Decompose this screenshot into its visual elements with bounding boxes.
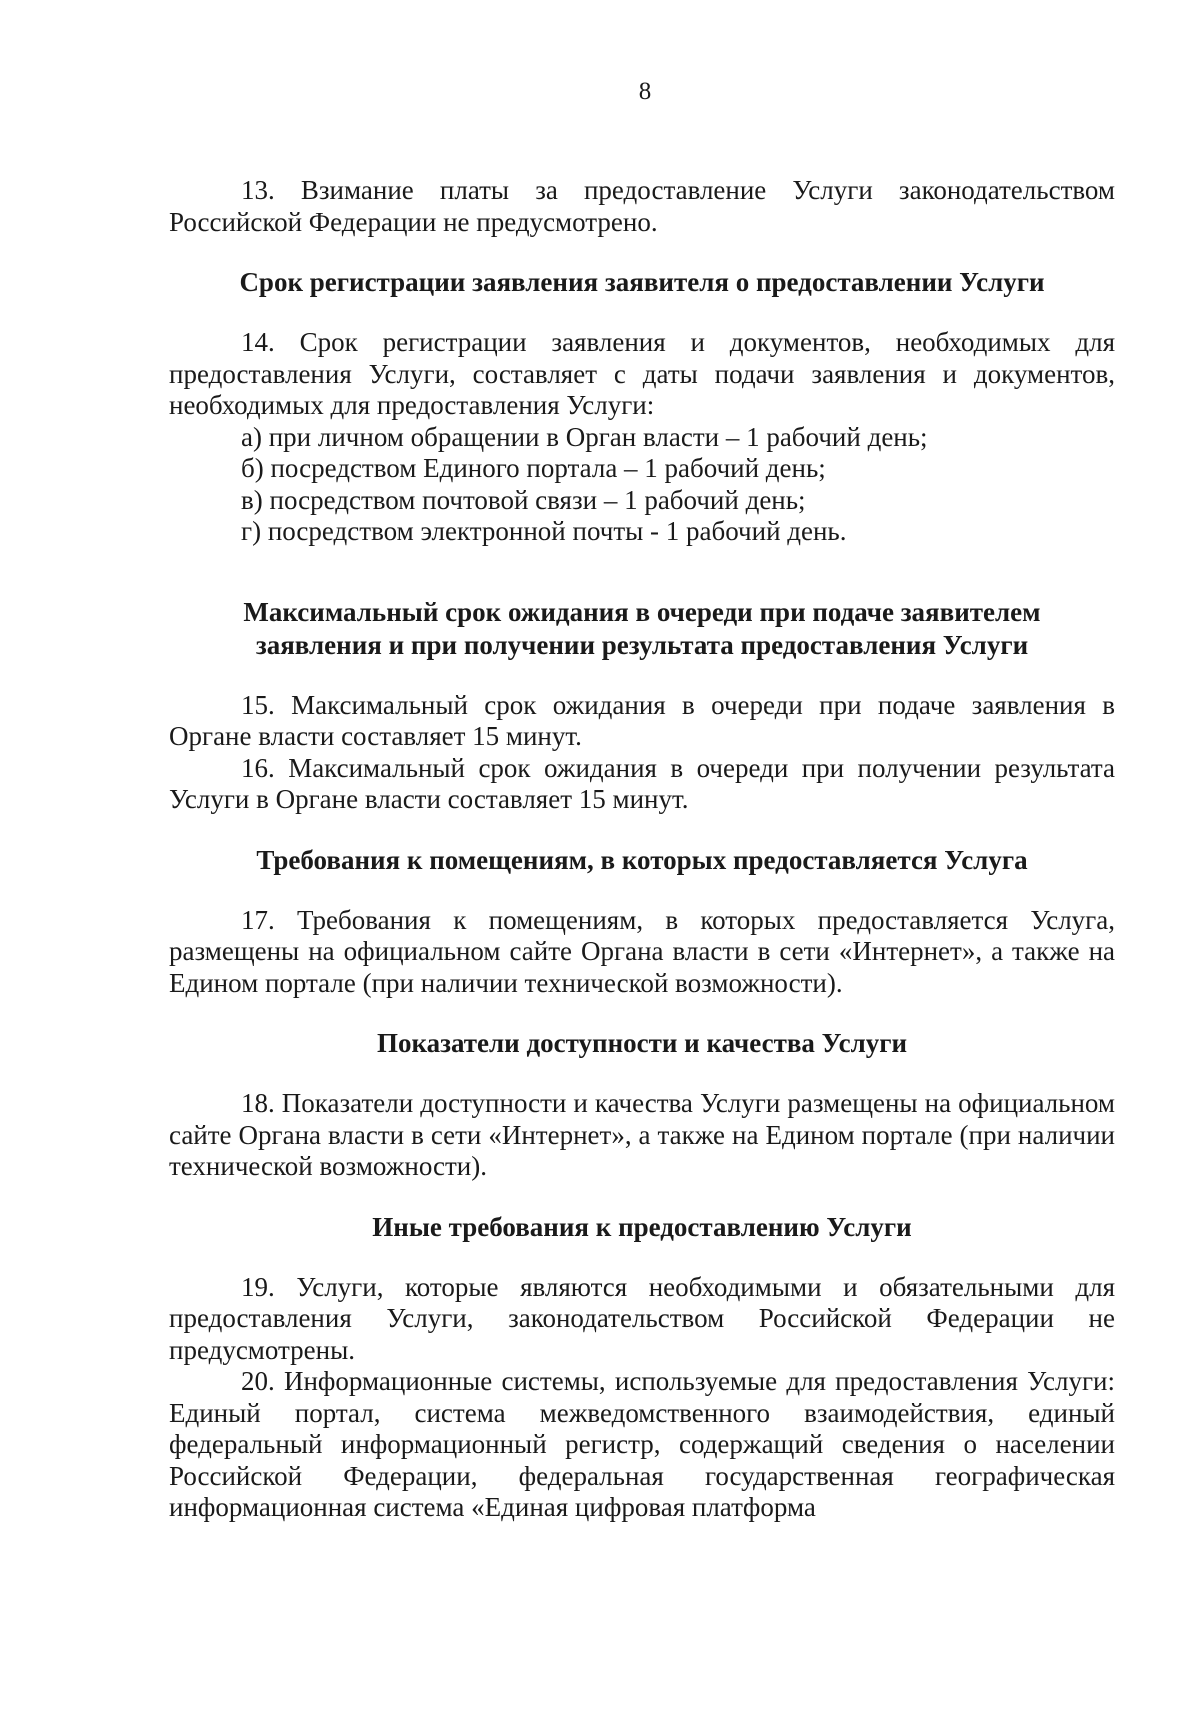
section-heading-accessibility: Показатели доступности и качества Услуги — [376, 1028, 908, 1058]
paragraph-20: 20. Информационные системы, используемые для предоставления Услуги: Единый портал, система межведомственного взаимодействия, единый федеральный информационный регистр, содержащий сведения о населении Российской Федерации, федеральная государственная географическая информационная система «Единая цифровая платформа — [169, 1366, 1115, 1522]
list-item-14a: а) при личном обращении в Орган власти – 1 рабочий день; — [241, 421, 928, 452]
section-heading-premises: Требования к помещениям, в которых предоставляется Услуга — [256, 844, 1028, 875]
paragraph-17: 17. Требования к помещениям, в которых предоставляется Услуга, размещены на официальном сайте Органа власти в сети «Интернет», а также на Едином портале (при наличии технической возможности). — [169, 904, 1115, 998]
paragraph-13: 13. Взимание платы за предоставление Услуги законодательством Российской Федерации не предусмотрено. — [169, 175, 1115, 237]
section-heading-other-requirements: Иные требования к предоставлению Услуги — [372, 1211, 912, 1242]
paragraph-15: 15. Максимальный срок ожидания в очереди при подаче заявления в Органе власти составляет 15 минут. — [169, 689, 1115, 751]
paragraph-19: 19. Услуги, которые являются необходимыми и обязательными для предоставления Услуги, законодательством Российской Федерации не предусмотрены. — [169, 1271, 1115, 1365]
section-heading-queue-time — [169, 596, 1115, 662]
list-item-14b: б) посредством Единого портала – 1 рабочий день; — [241, 453, 826, 483]
list-item-14d: г) посредством электронной почты - 1 рабочий день. — [241, 516, 847, 546]
paragraph-16: 16. Максимальный срок ожидания в очереди при получении результата Услуги в Органе власти составляет 15 минут. — [169, 752, 1115, 814]
heading-line-2: заявления и при получении результата предоставления Услуги — [255, 629, 1029, 660]
section-heading-registration-term: Срок регистрации заявления заявителя о предоставлении Услуги — [239, 267, 1045, 297]
paragraph-18: 18. Показатели доступности и качества Услуги размещены на официальном сайте Органа власти в сети «Интернет», а также на Едином портале (при наличии технической возможности). — [169, 1088, 1115, 1181]
paragraph-14: 14. Срок регистрации заявления и документов, необходимых для предоставления Услуги, составляет с даты подачи заявления и документов, необходимых для предоставления Услуги: — [169, 327, 1115, 420]
heading-line-1: Максимальный срок ожидания в очереди при подаче заявителем — [243, 596, 1041, 627]
list-item-14c: в) посредством почтовой связи – 1 рабочий день; — [241, 484, 806, 515]
document-body — [169, 175, 1115, 1524]
page-number: 8 — [638, 78, 652, 105]
